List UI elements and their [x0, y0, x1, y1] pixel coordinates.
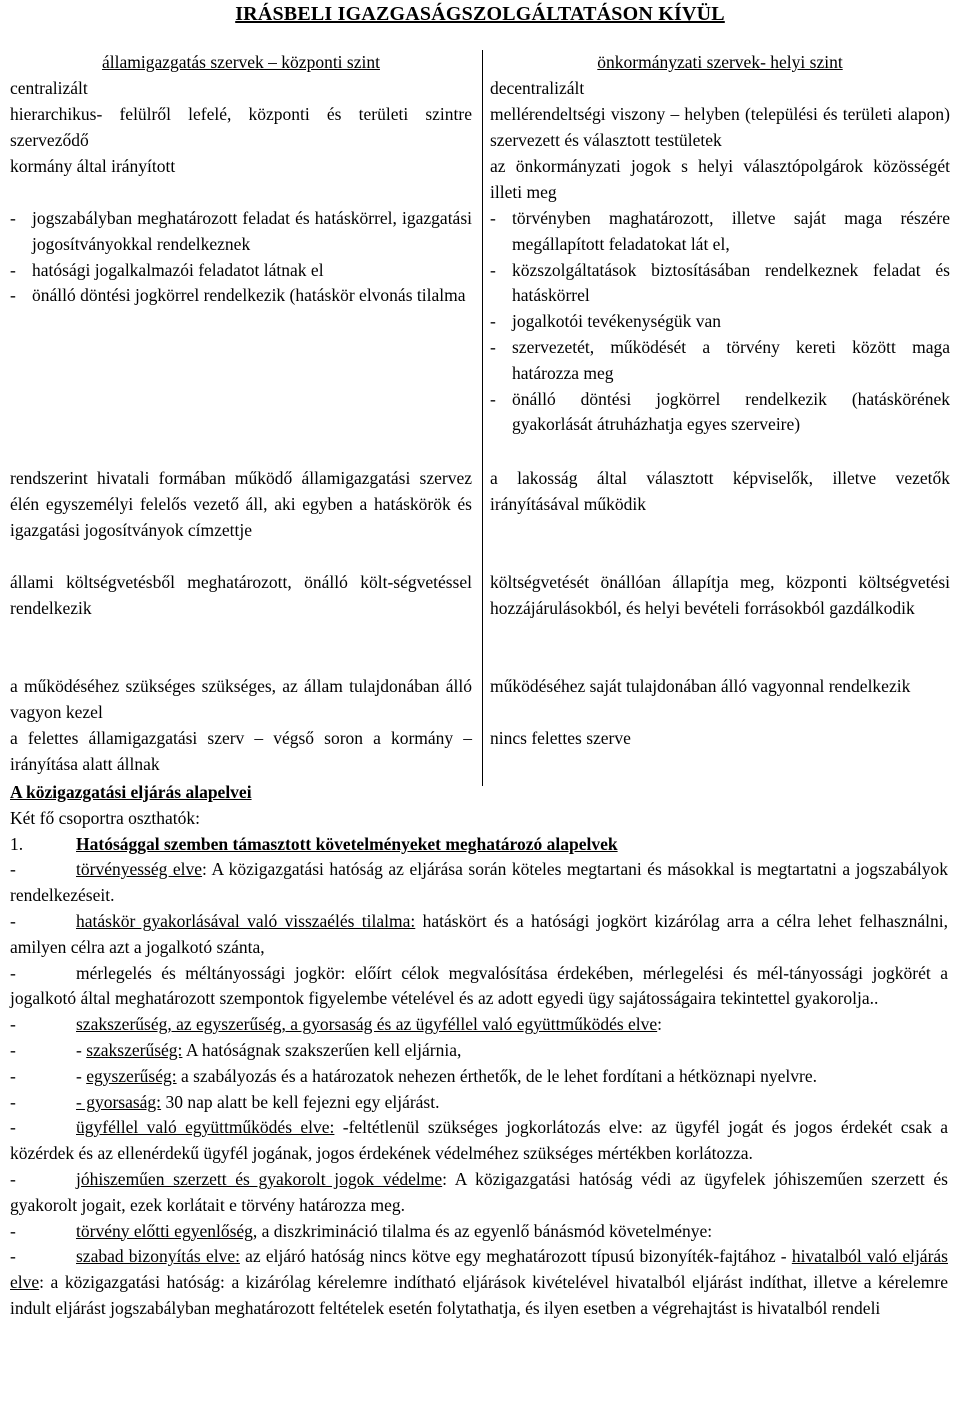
principle-speed: - - gyorsaság: 30 nap alatt be kell fejezni egy eljárást.	[10, 1091, 440, 1112]
right-decentralized: decentralizált	[490, 78, 585, 98]
table-divider	[482, 50, 483, 786]
right-budget: költségvetését önállóan állapítja meg, központi költségvetési hozzájárulásokból, és helyi bevételi forrásokból gazdálkodik	[490, 572, 950, 618]
right-bullets	[490, 206, 950, 438]
right-rights: az önkormányzati jogok s helyi választópolgárok közösségét illeti meg	[490, 156, 950, 202]
left-bullets	[10, 206, 472, 309]
left-superior: a felettes államigazgatási szerv – végső soron a kormány – irányítása alatt állnak	[10, 728, 472, 774]
principle-cooperation: - ügyféllel való együttműködés elve: -feltétlenül szükséges jogkorlátozás elve: az ügyfél jogát és jogos érdekét csak a közérdek és az ellenérdekű ügyfél jogának, jogos érdekének védelméhez szükséges mértékben korlátozza.	[10, 1117, 948, 1164]
right-leadership: a lakosság által választott képviselők, illetve vezetők irányításával működik	[490, 468, 950, 514]
principle-equality: - törvény előtti egyenlőség, a diszkrimináció tilalma és az egyenlő bánásmód követelménye:	[10, 1220, 713, 1241]
section-heading: A közigazgatási eljárás alapelvei	[10, 782, 252, 802]
document-title: IRÁSBELI IGAZGASÁGSZOLGÁLTATÁSON KÍVÜL	[235, 3, 725, 25]
list-item: - hatósági jogalkalmazói feladatot látnak el	[10, 259, 324, 280]
right-property: működéséhez saját tulajdonában álló vagyonnal rendelkezik	[490, 676, 911, 696]
list-item: - közszolgáltatások biztosításában rendelkeznek feladat és hatáskörrel	[490, 259, 950, 306]
left-header: államigazgatás szervek – központi szint	[102, 52, 380, 72]
left-budget: állami költségvetésből meghatározott, önálló költ-ségvetéssel rendelkezik	[10, 572, 472, 618]
list-item: - önálló döntési jogkörrel rendelkezik (hatáskörének gyakorlását átruházhatja egyes szerveire)	[490, 388, 950, 435]
right-superior: nincs felettes szerve	[490, 728, 631, 748]
list-item: - szervezetét, működését a törvény kereti között maga határozza meg	[490, 336, 950, 383]
principle-discretion: - mérlegelés és méltányossági jogkör: előírt célok megvalósítása érdekében, mérlegelési és mél-tányossági jogkörét a jogalkotó által meghatározott szempontok figyelembe vételével és az adott egyedi ügy sajátosságaira tekintettel gyakorolja..	[10, 962, 948, 1009]
list-item: - jogalkotói tevékenységük van	[490, 311, 721, 332]
right-coordination: mellérendeltségi viszony – helyben (települési és területi alapon) szervezett és választott testületek	[490, 104, 950, 150]
principle-expertise: - - szakszerűség: A hatóságnak szakszerűen kell eljárnia,	[10, 1039, 462, 1060]
principle-legality: - törvényesség elve: A közigazgatási hatóság az eljárása során köteles megtartani és másokkal is megtartatni a jogszabályok rendelkezéseit.	[10, 859, 949, 906]
right-header: önkormányzati szervek- helyi szint	[597, 52, 843, 72]
list-item: - önálló döntési jogkörrel rendelkezik (hatáskör elvonás tilalma	[10, 285, 466, 306]
left-government: kormány által irányított	[10, 156, 176, 176]
principles-section	[10, 780, 948, 1322]
principle-simplicity: - - egyszerűség: a szabályozás és a határozatok nehezen érthetők, de le lehet fordítani a hétköznapi nyelvre.	[10, 1065, 817, 1086]
principle-professionalism: - szakszerűség, az egyszerűség, a gyorsaság és az ügyféllel való együttműködés elve:	[10, 1014, 663, 1035]
left-property: a működéséhez szükséges szükséges, az állam tulajdonában álló vagyon kezel	[10, 676, 472, 722]
group-heading: 1. Hatósággal szemben támasztott követelményeket meghatározó alapelvek	[10, 833, 618, 854]
list-item: - jogszabályban meghatározott feladat és hatáskörrel, igazgatási jogosítványokkal rendelkeznek	[10, 208, 472, 254]
left-office: rendszerint hivatali formában működő államigazgatási szervez élén egyszemélyi felelős vezető áll, aki egyben a hatáskörök és igazgatási jogosítványok címzettje	[10, 468, 472, 540]
left-hierarchy: hierarchikus- felülről lefelé, központi és területi szintre szerveződő	[10, 104, 472, 150]
section-intro: Két fő csoportra oszthatók:	[10, 807, 201, 828]
principle-good-faith: - jóhiszeműen szerzett és gyakorolt jogok védelme: A közigazgatási hatóság védi az ügyfelek jóhiszeműen szerzett és gyakorolt jogait, ezek korlátait e törvény határozza meg.	[10, 1168, 948, 1215]
principle-free-evidence: - szabad bizonyítás elve: az eljáró hatóság nincs kötve egy meghatározott típusú bizonyíték-fajtához - hivatalból való eljárás elve: a közigazgatási hatóság: a kizárólag kérelemre indítható eljárások kivételével hivatalból eljárást indíthat, illetve a kérelemre indult eljárást jogszabályban meghatározott feltételek esetén folytathatja, és ilyen esetben a végrehajtást is hivatalból rendeli	[10, 1246, 948, 1318]
principle-abuse: - hatáskör gyakorlásával való visszaélés tilalma: hatáskört és a hatósági jogkört kizárólag arra a célra lehet felhasználni, amilyen célra azt a jogalkotó szánta,	[10, 910, 948, 957]
list-item: - törvényben maghatározott, illetve saját maga részére megállapított feladatokat lát el,	[490, 208, 950, 254]
left-centralized: centralizált	[10, 78, 88, 98]
